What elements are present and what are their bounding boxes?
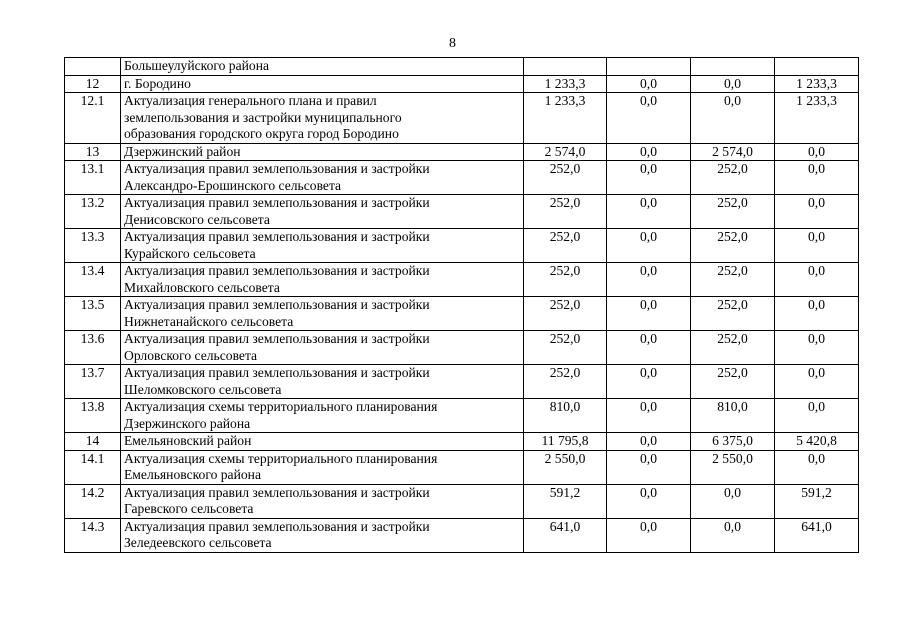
row-name-cell [121,484,524,518]
row-value-3-cell: 0,0 [775,331,859,365]
page-number: 8 [449,36,456,51]
row-name-line: Большеулуйского района [124,58,270,73]
row-name-line: Актуализация правил землепользования и застройки [124,484,430,500]
table-row [65,161,859,195]
row-value-1-cell: 0,0 [607,263,691,297]
row-total-cell: 810,0 [524,399,607,433]
row-name-line: Актуализация схемы территориального планирования [124,399,438,414]
row-value-1-cell [607,58,691,76]
row-number-cell: 13.5 [65,297,121,331]
row-value-1-cell: 0,0 [607,75,691,93]
row-name-cell [121,93,524,144]
row-value-1-cell: 0,0 [607,93,691,144]
table-row [65,195,859,229]
row-total-cell: 641,0 [524,518,607,552]
row-value-2-cell: 252,0 [691,161,775,195]
row-total-cell: 591,2 [524,484,607,518]
table-row [65,450,859,484]
row-number-cell: 12.1 [65,93,121,144]
row-number-cell: 14.1 [65,450,121,484]
row-number-cell [65,58,121,76]
row-total-cell: 252,0 [524,297,607,331]
table-row [65,58,859,76]
row-value-3-cell: 0,0 [775,143,859,161]
table-row [65,75,859,93]
row-value-1-cell: 0,0 [607,399,691,433]
row-value-3-cell: 0,0 [775,229,859,263]
table-row [65,229,859,263]
row-name-line: Актуализация правил землепользования и застройки [124,195,430,210]
row-total-cell: 2 574,0 [524,143,607,161]
row-name-cell [121,399,524,433]
row-value-1-cell: 0,0 [607,450,691,484]
row-number-cell: 12 [65,75,121,93]
table-row [65,484,859,518]
row-value-1-cell: 0,0 [607,433,691,451]
row-name-line: Гаревского сельсовета [124,501,254,516]
row-value-3-cell: 641,0 [775,518,859,552]
row-name-line: Дзержинского района [124,415,251,431]
row-total-cell: 1 233,3 [524,93,607,144]
row-value-3-cell: 5 420,8 [775,433,859,451]
row-value-1-cell: 0,0 [607,484,691,518]
row-value-1-cell: 0,0 [607,143,691,161]
table-row [65,433,859,451]
table-row [65,518,859,552]
row-name-cell [121,263,524,297]
row-name-line: г. Бородино [124,75,191,91]
row-number-cell: 14.3 [65,518,121,552]
table-row [65,143,859,161]
table-row [65,365,859,399]
row-value-2-cell: 2 574,0 [691,143,775,161]
row-number-cell: 13.1 [65,161,121,195]
row-name-cell [121,365,524,399]
row-name-line: Актуализация схемы территориального планирования [124,450,438,466]
row-name-line: Орловского сельсовета [124,347,258,363]
row-name-line: Актуализация правил землепользования и застройки [124,263,430,278]
row-name-line: землепользования и застройки муниципального [124,109,402,125]
row-name-line: Емельяновский район [124,433,252,448]
row-name-line: Александро-Ерошинского сельсовета [124,177,342,193]
row-name-cell [121,229,524,263]
table-row [65,297,859,331]
row-total-cell: 252,0 [524,161,607,195]
row-value-2-cell: 252,0 [691,263,775,297]
row-value-1-cell: 0,0 [607,161,691,195]
table-row [65,93,859,144]
row-number-cell: 13 [65,143,121,161]
row-value-3-cell: 0,0 [775,365,859,399]
row-name-cell [121,450,524,484]
row-value-2-cell [691,58,775,76]
row-name-line: Емельяновского района [124,467,261,482]
row-name-cell [121,58,524,76]
row-name-line: Актуализация правил землепользования и застройки [124,518,430,534]
row-name-line: Актуализация генерального плана и правил [124,93,377,108]
row-total-cell: 11 795,8 [524,433,607,451]
row-value-1-cell: 0,0 [607,518,691,552]
row-name-cell [121,297,524,331]
row-name-cell [121,75,524,93]
row-name-line: образования городского округа город Бородино [124,126,399,141]
row-total-cell: 252,0 [524,195,607,229]
row-total-cell: 252,0 [524,229,607,263]
row-value-2-cell: 2 550,0 [691,450,775,484]
row-value-2-cell: 0,0 [691,484,775,518]
row-name-cell [121,195,524,229]
row-name-line: Актуализация правил землепользования и застройки [124,297,430,312]
row-name-line: Нижнетанайского сельсовета [124,313,294,329]
row-value-2-cell: 252,0 [691,331,775,365]
row-value-2-cell: 252,0 [691,297,775,331]
row-name-line: Зеледеевского сельсовета [124,535,272,550]
row-name-line: Актуализация правил землепользования и застройки [124,331,430,346]
row-name-line: Актуализация правил землепользования и застройки [124,161,430,176]
row-value-3-cell: 0,0 [775,297,859,331]
row-total-cell: 252,0 [524,365,607,399]
row-total-cell: 252,0 [524,263,607,297]
row-value-2-cell: 252,0 [691,195,775,229]
row-value-1-cell: 0,0 [607,297,691,331]
table-row [65,263,859,297]
row-name-cell [121,143,524,161]
row-value-3-cell: 0,0 [775,450,859,484]
row-value-1-cell: 0,0 [607,195,691,229]
row-name-line: Денисовского сельсовета [124,211,270,227]
row-value-3-cell: 0,0 [775,263,859,297]
row-name-line: Актуализация правил землепользования и застройки [124,365,430,380]
row-number-cell: 13.8 [65,399,121,433]
row-value-2-cell: 810,0 [691,399,775,433]
row-total-cell: 2 550,0 [524,450,607,484]
row-name-line: Михайловского сельсовета [124,279,280,295]
row-number-cell: 13.7 [65,365,121,399]
row-number-cell: 13.4 [65,263,121,297]
row-value-3-cell: 1 233,3 [775,93,859,144]
row-value-3-cell: 0,0 [775,399,859,433]
row-value-2-cell: 252,0 [691,229,775,263]
row-value-3-cell [775,58,859,76]
row-value-2-cell: 252,0 [691,365,775,399]
row-value-1-cell: 0,0 [607,365,691,399]
table-row [65,399,859,433]
row-name-cell [121,161,524,195]
row-value-3-cell: 1 233,3 [775,75,859,93]
row-total-cell: 1 233,3 [524,75,607,93]
table-row [65,331,859,365]
row-value-3-cell: 0,0 [775,195,859,229]
row-number-cell: 14 [65,433,121,451]
row-name-line: Актуализация правил землепользования и застройки [124,229,430,244]
budget-table [64,57,859,553]
row-number-cell: 13.3 [65,229,121,263]
row-value-2-cell: 0,0 [691,93,775,144]
row-value-2-cell: 6 375,0 [691,433,775,451]
row-name-line: Шеломковского сельсовета [124,381,282,397]
row-value-2-cell: 0,0 [691,518,775,552]
row-value-1-cell: 0,0 [607,331,691,365]
row-total-cell [524,58,607,76]
row-name-line: Курайского сельсовета [124,245,256,261]
row-name-cell [121,518,524,552]
row-value-2-cell: 0,0 [691,75,775,93]
table-body [65,58,859,553]
row-value-3-cell: 591,2 [775,484,859,518]
row-name-cell [121,433,524,451]
row-name-line: Дзержинский район [124,143,241,159]
row-name-cell [121,331,524,365]
row-number-cell: 13.2 [65,195,121,229]
row-total-cell: 252,0 [524,331,607,365]
row-value-3-cell: 0,0 [775,161,859,195]
row-number-cell: 14.2 [65,484,121,518]
row-number-cell: 13.6 [65,331,121,365]
row-value-1-cell: 0,0 [607,229,691,263]
